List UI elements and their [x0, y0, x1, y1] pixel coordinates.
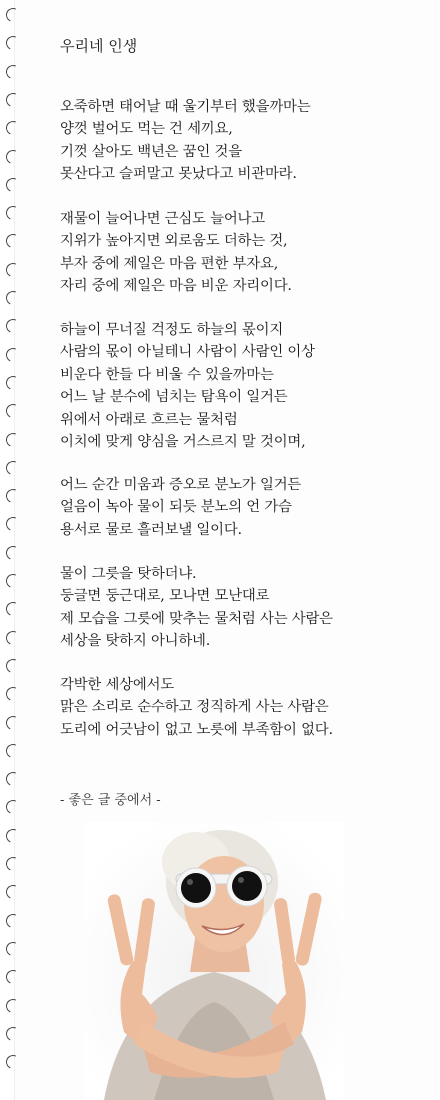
notebook-ring-icon [4, 261, 22, 279]
notebook-ring-icon [4, 572, 22, 590]
poem-line: 하늘이 무너질 걱정도 하늘의 몫이지 [60, 322, 284, 338]
notebook-ring-icon [4, 487, 22, 505]
poem-line: 제 모습을 그릇에 맞추는 물처럼 사는 사람은 [60, 610, 333, 627]
notebook-ring-icon [4, 883, 22, 901]
poem-line: 비운다 한들 다 비울 수 있을까마는 [60, 366, 274, 383]
poem-line: 도리에 어긋남이 없고 노릇에 부족함이 없다. [60, 721, 333, 738]
poem-line: 어느 순간 미움과 증오로 분노가 일거든 [60, 477, 302, 493]
notebook-ring-icon [4, 798, 22, 816]
notebook-ring-icon [4, 317, 22, 335]
notebook-ring-icon [4, 1053, 22, 1071]
poem-stanza [60, 674, 333, 741]
notebook-ring-icon [4, 714, 22, 732]
notebook-ring-icon [4, 742, 22, 760]
notebook-ring-icon [4, 940, 22, 958]
notebook-ring-icon [4, 515, 22, 533]
poem-line: 사람의 몫이 아닐테니 사람이 사람인 이상 [60, 344, 315, 361]
notebook-ring-icon [4, 855, 22, 873]
poem-line: 부자 중에 제일은 마음 편한 부자요, [60, 255, 279, 272]
poem-line: 용서로 물로 흘러보낼 일이다. [60, 521, 242, 538]
notebook-ring-icon [4, 232, 22, 250]
notebook-ring-icon [4, 204, 22, 222]
poem-line: 양껏 벌어도 먹는 건 세끼요, [60, 121, 233, 138]
poem-stanza [60, 208, 292, 298]
poem-line: 물이 그릇을 탓하더냐. [60, 566, 197, 582]
notebook-ring-icon [4, 374, 22, 392]
poem-line: 둥글면 둥근대로, 모나면 모난대로 [60, 588, 270, 605]
spiral-binding [0, 0, 30, 1100]
poem-line: 얼음이 녹아 물이 되듯 분노의 언 가슴 [60, 499, 292, 516]
poem-line: 기껏 살아도 백년은 꿈인 것을 [60, 143, 242, 160]
notebook-ring-icon [4, 63, 22, 81]
notebook-ring-icon [4, 176, 22, 194]
notebook-ring-icon [4, 431, 22, 449]
notebook-ring-icon [4, 6, 22, 24]
poem-line: 오죽하면 태어날 때 울기부터 했을까마는 [60, 99, 311, 115]
poem-title: 우리네 인생 [60, 37, 138, 55]
woman-sunglasses-photo [84, 822, 344, 1100]
poem-stanza [60, 474, 301, 541]
poem-stanza [60, 563, 333, 653]
poem-line: 세상을 탓하지 아니하네. [60, 633, 211, 650]
notebook-ring-icon [4, 119, 22, 137]
poem-line: 이치에 맞게 양심을 거스르지 말 것이며, [60, 434, 306, 451]
poem-line: 위에서 아래로 흐르는 물처럼 [60, 411, 238, 428]
poem-line: 자리 중에 제일은 마음 비운 자리이다. [60, 278, 292, 295]
poem-line: 못산다고 슬퍼말고 못났다고 비관마라. [60, 166, 297, 183]
notebook-ring-icon [4, 289, 22, 307]
poem-line: 각박한 세상에서도 [60, 677, 174, 693]
notebook-ring-icon [4, 91, 22, 109]
notebook-ring-icon [4, 148, 22, 166]
notebook-ring-icon [4, 968, 22, 986]
poem-stanza [60, 319, 315, 453]
poem-source: - 좋은 글 중에서 - [60, 793, 161, 808]
notebook-ring-icon [4, 459, 22, 477]
notebook-ring-icon [4, 997, 22, 1015]
notebook-ring-icon [4, 34, 22, 52]
notebook-ring-icon [4, 657, 22, 675]
notebook-ring-icon [4, 402, 22, 420]
notebook-ring-icon [4, 827, 22, 845]
notebook-ring-icon [4, 770, 22, 788]
poem-line: 재물이 늘어나면 근심도 늘어나고 [60, 211, 265, 227]
notebook-ring-icon [4, 629, 22, 647]
notebook-ring-icon [4, 685, 22, 703]
poem-line: 맑은 소리로 순수하고 정직하게 사는 사람은 [60, 699, 329, 716]
poem-stanza [60, 96, 310, 186]
poem-line: 지위가 높아지면 외로움도 더하는 것, [60, 233, 288, 250]
notebook-ring-icon [4, 346, 22, 364]
poem-line: 어느 날 분수에 넘치는 탐욕이 일거든 [60, 389, 288, 406]
notebook-ring-icon [4, 544, 22, 562]
notebook-ring-icon [4, 912, 22, 930]
notebook-ring-icon [4, 1025, 22, 1043]
notebook-ring-icon [4, 600, 22, 618]
